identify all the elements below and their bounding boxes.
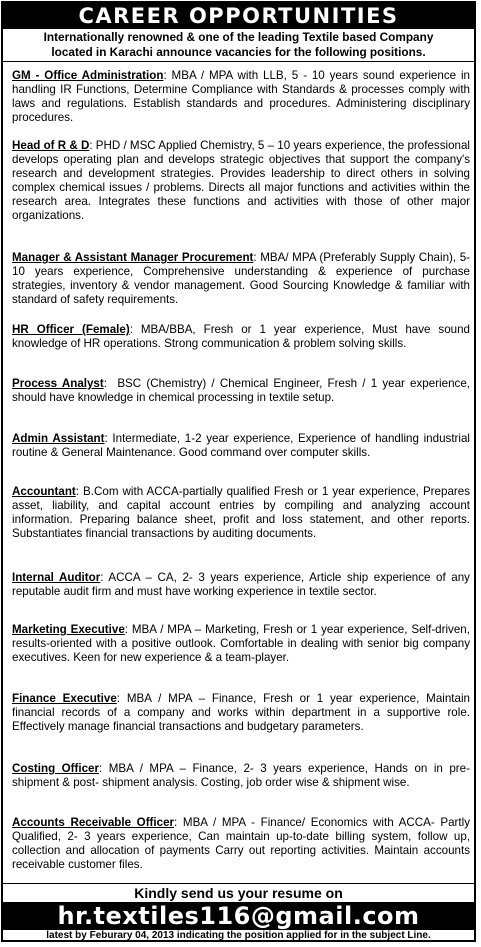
position-title: Manager & Assistant Manager Procurement	[12, 251, 254, 264]
position-description: ACCA – CA, 2- 3 years experience, Article ship experience of any reputable audit firm and must have working experience in textile sector.	[12, 571, 470, 598]
position-description: MBA / MPA with LLB, 5 - 10 years sound experience in handling IR Functions, Determine Compliance with Standards & processes comply with laws and regulations. Establish standards and procedures. Administering disciplinary procedures.	[12, 69, 470, 124]
contact-email[interactable]: hr.textiles116@gmail.com	[3, 902, 474, 930]
position-title: Admin Assistant	[12, 432, 105, 445]
position-title: GM - Office Administration	[12, 69, 164, 82]
position-costing-officer: Costing Officer: MBA / MPA – Finance, 2- 3 years experience, Hands on in pre- shipment & post- shipment analysis. Costing, job order wise & shipment wise.	[12, 762, 470, 789]
position-head-of-rnd: Head of R & D: PHD / MSC Applied Chemistry, 5 – 10 years experience, the professional develops operating plan and develops strategic objectives that support the company's research and development strategies. Provides leadership to direct others in solving complex chemical issues / problems. Directs all major functions and activities within the research area. Integrates these functions and activities with those of other major organizations.	[12, 139, 470, 222]
career-ad	[1, 1, 476, 942]
position-title: Costing Officer	[12, 762, 100, 775]
position-finance-executive: Finance Executive: MBA / MPA – Finance, Fresh or 1 year experience, Maintain financial records of a company and works within department in a supportive role. Effectively manage financial transactions and budgetary parameters.	[12, 692, 470, 733]
position-title: Process Analyst	[12, 377, 104, 390]
position-process-analyst: Process Analyst: BSC (Chemistry) / Chemical Engineer, Fresh / 1 year experience, should have knowledge in chemical processing in textile setup.	[12, 377, 470, 404]
position-description: MBA/BBA, Fresh or 1 year experience, Must have sound knowledge of HR operations. Strong communication & problem solving skills.	[12, 323, 471, 350]
position-admin-assistant: Admin Assistant: Intermediate, 1-2 year experience, Experience of handling industrial routine & General Maintenance. Good command over computer skills.	[12, 432, 471, 459]
position-marketing-executive: Marketing Executive: MBA / MPA – Marketing, Fresh or 1 year experience, Self-driven, results-oriented with a positive outlook. Comfortable in dealing with senior big company executives. Keen for new experience & a team-player.	[12, 623, 470, 664]
position-description: B.Com with ACCA-partially qualified Fresh or 1 year experience, Prepares asset, liability, and capital account entries by compiling and analyzing account information. Preparing balance sheet, profit and loss statement, and other reports. Substantiates financial transactions by auditing documents.	[12, 485, 470, 540]
position-title: Marketing Executive	[12, 623, 125, 636]
position-description: MBA / MPA - Finance/ Economics with ACCA- Partly Qualified, 2- 3 years experience, Can maintain up-to-date billing system, follow up, collection and allocation of payments Carry out reporting activities. Maintain accounts receivable customer files.	[12, 816, 470, 871]
position-description: MBA / MPA – Finance, 2- 3 years experience, Hands on in pre- shipment & post- shipment analysis. Costing, job order wise & shipment wise.	[12, 762, 470, 789]
position-title: Finance Executive	[12, 692, 117, 705]
position-title: HR Officer (Female)	[12, 323, 130, 336]
intro-line-2: located in Karachi announce vacancies for the following positions.	[51, 45, 426, 59]
position-procurement-manager: Manager & Assistant Manager Procurement: MBA/ MPA (Preferably Supply Chain), 5-10 years experience, Comprehensive understanding & experience of purchase strategies, inventory & vendor management. Good Sourcing Knowledge & familiar with standard of safety requirements.	[12, 251, 470, 306]
position-description: MBA / MPA – Marketing, Fresh or 1 year experience, Self-driven, results-oriented with a positive outlook. Comfortable in dealing with senior big company executives. Keen for new experience & a team-player.	[12, 623, 470, 664]
application-deadline: latest by Feburary 04, 2013 indicating the position applied for in the subject Line.	[46, 930, 431, 941]
position-description: MBA/ MPA (Preferably Supply Chain), 5-10 years experience, Comprehensive understanding & experience of purchase strategies, inventory & vendor management. Good Sourcing Knowledge & familiar with standard of safety requirements.	[12, 251, 470, 306]
resume-instruction: Kindly send us your resume on	[134, 885, 343, 901]
position-title: Accountant	[12, 485, 76, 498]
footer-divider	[3, 883, 474, 884]
position-description: PHD / MSC Applied Chemistry, 5 – 10 years experience, the professional develops operating plan and develops strategic objectives that support the company's research and development strategies. Provides leadership to direct others in solving complex chemical issues / problems. Directs all major functions and activities within the research area. Integrates these functions and activities with those of other major organizations.	[12, 139, 470, 222]
position-gm-office-administration: GM - Office Administration: MBA / MPA with LLB, 5 - 10 years sound experience in handling IR Functions, Determine Compliance with Standards & processes comply with laws and regulations. Establish standards and procedures. Administering disciplinary procedures.	[12, 69, 470, 124]
position-description: Intermediate, 1-2 year experience, Experience of handling industrial routine & General Maintenance. Good command over computer skills.	[12, 432, 471, 459]
position-description: BSC (Chemistry) / Chemical Engineer, Fresh / 1 year experience, should have knowledge in chemical processing in textile setup.	[12, 377, 470, 404]
header-divider	[3, 61, 474, 62]
intro-line-1: Internationally renowned & one of the leading Textile based Company	[43, 30, 434, 44]
position-title: Accounts Receivable Officer	[12, 816, 175, 829]
intro-text	[7, 30, 470, 60]
position-accounts-receivable-officer: Accounts Receivable Officer: MBA / MPA - Finance/ Economics with ACCA- Partly Qualified, 2- 3 years experience, Can maintain up-to-date billing system, follow up, collection and allocation of payments Carry out reporting activities. Maintain accounts receivable customer files.	[12, 816, 470, 871]
ad-title: CAREER OPPORTUNITIES	[3, 3, 474, 29]
position-accountant: Accountant: B.Com with ACCA-partially qualified Fresh or 1 year experience, Prepares asset, liability, and capital account entries by compiling and analyzing account information. Preparing balance sheet, profit and loss statement, and other reports. Substantiates financial transactions by auditing documents.	[12, 485, 470, 540]
position-title: Head of R & D	[12, 139, 90, 152]
position-internal-auditor: Internal Auditor: ACCA – CA, 2- 3 years experience, Article ship experience of any reputable audit firm and must have working experience in textile sector.	[12, 571, 470, 598]
position-title: Internal Auditor	[12, 571, 101, 584]
position-hr-officer: HR Officer (Female): MBA/BBA, Fresh or 1 year experience, Must have sound knowledge of HR operations. Strong communication & problem solving skills.	[12, 323, 471, 350]
position-description: MBA / MPA – Finance, Fresh or 1 year experience, Maintain financial records of a company and works within department in a supportive role. Effectively manage financial transactions and budgetary parameters.	[12, 692, 470, 733]
